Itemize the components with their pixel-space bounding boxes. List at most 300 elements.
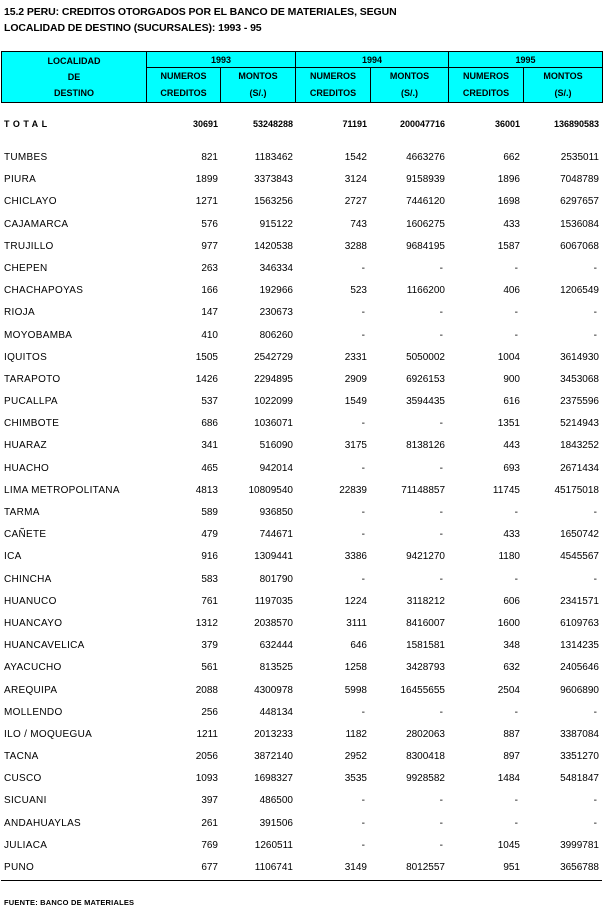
cell-montos-1993: 1183462	[254, 152, 293, 163]
cell-montos-1993: 1022099	[254, 396, 293, 408]
cell-montos-1995: 2405646	[560, 662, 599, 674]
cell-creditos-1995: 1180	[498, 551, 520, 563]
cell-montos-1993: 391506	[259, 817, 293, 829]
table-row	[1, 836, 602, 858]
row-localidad: PUNO	[4, 862, 35, 873]
header-numeros-creditos	[449, 68, 524, 103]
cell-creditos-1994: 2331	[344, 351, 367, 363]
row-localidad: HUANCAYO	[4, 617, 63, 629]
row-localidad: CHINCHA	[4, 573, 52, 585]
cell-creditos-1995: 1600	[497, 617, 520, 629]
cell-montos-1995: -	[593, 262, 597, 274]
row-localidad: HUANUCO	[4, 595, 57, 607]
cell-montos-1994: -	[439, 529, 443, 541]
cell-montos-1993: 448134	[259, 706, 293, 718]
table-row	[1, 459, 602, 481]
table-row	[1, 370, 602, 392]
bottom-rule	[1, 880, 602, 881]
cell-creditos-1995: 1004	[497, 351, 520, 363]
cell-montos-1993: 936850	[259, 507, 293, 518]
row-localidad: MOLLENDO	[4, 706, 63, 718]
cell-montos-1995: 1314235	[560, 640, 599, 652]
cell-creditos-1994: -	[361, 839, 365, 851]
cell-montos-1995: 7048789	[560, 174, 599, 186]
header-year-1994: 1994	[296, 52, 449, 68]
row-localidad: MOYOBAMBA	[4, 329, 73, 341]
cell-creditos-1993: 341	[201, 440, 218, 452]
cell-montos-1993: 632444	[259, 640, 293, 652]
cell-montos-1995: 1650742	[560, 529, 599, 541]
cell-creditos-1995: 1698	[497, 196, 520, 208]
cell-montos-1995: -	[593, 795, 597, 807]
header-montos-unit: (S/.)	[401, 88, 418, 98]
cell-montos-1993: 806260	[259, 329, 293, 341]
row-localidad: HUACHO	[4, 462, 50, 474]
cell-montos-1993: 801790	[259, 573, 293, 585]
cell-montos-1995: 2671434	[560, 462, 599, 474]
cell-creditos-1993: 479	[201, 529, 218, 541]
cell-creditos-1994: -	[361, 418, 365, 430]
row-localidad: HUARAZ	[4, 440, 47, 452]
cell-creditos-1994: -	[361, 462, 365, 474]
cell-creditos-1995: 11745	[492, 484, 520, 496]
cell-montos-1995: 3999781	[560, 839, 599, 851]
cell-montos-1995: 3453068	[560, 373, 599, 385]
cell-montos-1993: 192966	[259, 285, 293, 297]
row-localidad: TACNA	[4, 751, 39, 763]
header-localidad-line-2: DE	[67, 72, 81, 82]
cell-creditos-1995: -	[514, 817, 518, 829]
table-row	[1, 503, 602, 525]
cell-montos-1993: 3373843	[254, 174, 293, 186]
cell-creditos-1994: 1258	[344, 662, 367, 674]
cell-creditos-1993: 821	[201, 152, 218, 163]
table-row	[1, 436, 602, 458]
cell-creditos-1995: 693	[503, 462, 520, 474]
cell-creditos-1993: 1899	[195, 174, 218, 186]
cell-creditos-1993: 537	[201, 396, 218, 408]
source-note: FUENTE: BANCO DE MATERIALES	[4, 898, 135, 907]
cell-creditos-1993: 2056	[195, 751, 218, 763]
cell-montos-1994: 1581581	[406, 640, 445, 652]
cell-creditos-1994: -	[361, 795, 365, 807]
cell-creditos-1995: 606	[503, 595, 520, 607]
cell-creditos-1993: 977	[201, 240, 218, 252]
cell-montos-1994: -	[439, 462, 443, 474]
cell-creditos-1995: 1351	[497, 418, 520, 430]
total-label: TOTAL	[4, 119, 51, 129]
cell-creditos-1995: -	[514, 795, 518, 807]
cell-montos-1993: 744671	[259, 529, 293, 541]
cell-montos-1993: 486500	[259, 795, 293, 807]
table-row	[1, 614, 602, 636]
header-numeros-creditos	[296, 68, 371, 103]
cell-creditos-1994: 2909	[344, 373, 367, 385]
header-montos-unit: (S/.)	[554, 88, 572, 98]
cell-montos-1994: -	[439, 839, 443, 851]
cell-montos-1994: 9158939	[406, 174, 445, 186]
cell-creditos-1993: 1312	[195, 617, 218, 629]
cell-creditos-1994: -	[361, 706, 365, 718]
total-creditos-1993: 30691	[192, 119, 218, 129]
cell-montos-1994: -	[439, 329, 443, 341]
cell-creditos-1995: 616	[503, 396, 520, 408]
row-localidad: CHIMBOTE	[4, 418, 60, 430]
row-localidad: CAÑETE	[4, 529, 47, 541]
row-localidad: TARMA	[4, 507, 40, 518]
cell-montos-1994: 71148857	[401, 484, 445, 496]
data-rows	[1, 148, 602, 880]
row-localidad: ANDAHUAYLAS	[4, 817, 82, 829]
total-montos-1994: 200047716	[399, 119, 445, 129]
table-row	[1, 281, 602, 303]
table-row	[1, 170, 602, 192]
cell-montos-1993: 1420538	[254, 240, 293, 252]
table-row	[1, 547, 602, 569]
cell-creditos-1993: 1426	[195, 373, 218, 385]
cell-montos-1995: 1536084	[560, 218, 599, 230]
header-montos-label: MONTOS	[389, 71, 430, 81]
cell-montos-1995: 5481847	[560, 773, 599, 785]
cell-creditos-1995: 951	[503, 862, 520, 873]
table-row	[1, 592, 602, 614]
cell-montos-1994: 8416007	[406, 617, 445, 629]
cell-creditos-1993: 1505	[195, 351, 218, 363]
cell-creditos-1994: 1182	[345, 728, 367, 740]
cell-creditos-1995: 443	[503, 440, 520, 452]
cell-creditos-1993: 465	[201, 462, 218, 474]
table-header	[1, 51, 603, 103]
cell-montos-1994: 1606275	[406, 218, 445, 230]
cell-montos-1995: -	[593, 573, 597, 585]
cell-creditos-1993: 576	[201, 218, 218, 230]
cell-montos-1994: -	[439, 418, 443, 430]
cell-creditos-1993: 2088	[195, 684, 218, 696]
cell-creditos-1994: 1542	[344, 152, 367, 163]
table-row	[1, 259, 602, 281]
cell-montos-1995: -	[593, 817, 597, 829]
cell-montos-1993: 4300978	[254, 684, 293, 696]
cell-montos-1994: 4663276	[406, 152, 445, 163]
cell-montos-1994: -	[439, 706, 443, 718]
row-localidad: AREQUIPA	[4, 684, 58, 696]
row-localidad: LIMA METROPOLITANA	[4, 484, 120, 496]
cell-montos-1995: 6109763	[560, 617, 599, 629]
cell-creditos-1994: 523	[350, 285, 367, 297]
cell-montos-1993: 516090	[259, 440, 293, 452]
row-localidad: CHEPEN	[4, 262, 48, 274]
cell-montos-1993: 2542729	[254, 351, 293, 363]
cell-montos-1993: 813525	[259, 662, 293, 674]
cell-creditos-1994: -	[361, 329, 365, 341]
row-localidad: HUANCAVELICA	[4, 640, 85, 652]
cell-montos-1994: 16455655	[400, 684, 445, 696]
cell-montos-1995: 4545567	[560, 551, 599, 563]
row-localidad: CUSCO	[4, 773, 42, 785]
cell-creditos-1994: 3149	[344, 862, 367, 873]
cell-creditos-1994: 3386	[344, 551, 367, 563]
table-row	[1, 148, 602, 170]
cell-creditos-1993: 147	[201, 307, 218, 319]
cell-creditos-1993: 769	[201, 839, 218, 851]
table-row	[1, 791, 602, 813]
cell-montos-1995: 2341571	[560, 595, 599, 607]
cell-creditos-1993: 4813	[195, 484, 218, 496]
cell-creditos-1994: 1549	[344, 396, 367, 408]
table-row	[1, 636, 602, 658]
cell-creditos-1995: 897	[503, 751, 520, 763]
cell-creditos-1995: 900	[503, 373, 520, 385]
total-montos-1993: 53248288	[252, 119, 293, 129]
cell-montos-1995: 3614930	[560, 351, 599, 363]
row-localidad: PIURA	[4, 174, 37, 186]
table-row	[1, 814, 602, 836]
cell-creditos-1995: 1045	[497, 839, 520, 851]
cell-creditos-1993: 1211	[196, 728, 218, 740]
cell-creditos-1993: 1093	[195, 773, 218, 785]
cell-montos-1993: 1197035	[254, 595, 293, 607]
table-row	[1, 570, 602, 592]
cell-montos-1993: 2294895	[254, 373, 293, 385]
table-row	[1, 703, 602, 725]
cell-montos-1993: 2038570	[254, 617, 293, 629]
table-row	[1, 192, 602, 214]
row-localidad: CHICLAYO	[4, 196, 57, 208]
cell-montos-1994: -	[439, 307, 443, 319]
title-line-1: 15.2 PERU: CREDITOS OTORGADOS POR EL BANCO DE MATERIALES, SEGUN	[4, 6, 397, 18]
cell-montos-1994: -	[439, 795, 443, 807]
cell-creditos-1994: 3535	[344, 773, 367, 785]
cell-montos-1993: 1106741	[254, 862, 293, 873]
row-localidad: SICUANI	[4, 795, 47, 807]
header-localidad-line-3: DESTINO	[53, 88, 94, 98]
cell-creditos-1993: 589	[201, 507, 218, 518]
cell-montos-1994: 7446120	[406, 196, 445, 208]
cell-montos-1994: 3594435	[406, 396, 445, 408]
table-title	[4, 4, 397, 36]
cell-montos-1994: 5050002	[406, 351, 445, 363]
cell-creditos-1995: 348	[503, 640, 520, 652]
cell-creditos-1995: 406	[503, 285, 520, 297]
cell-creditos-1993: 561	[201, 662, 218, 674]
cell-montos-1994: 1166200	[406, 285, 445, 297]
header-creditos: CREDITOS	[309, 88, 357, 98]
header-year-1993: 1993	[147, 52, 296, 68]
cell-creditos-1993: 256	[201, 706, 218, 718]
total-creditos-1995: 36001	[494, 119, 520, 129]
cell-creditos-1995: -	[514, 573, 518, 585]
cell-montos-1993: 1563256	[254, 196, 293, 208]
cell-montos-1993: 1698327	[254, 773, 293, 785]
row-localidad: AYACUCHO	[4, 662, 62, 674]
cell-creditos-1994: 3111	[346, 617, 367, 629]
header-localidad	[2, 52, 147, 103]
cell-creditos-1994: 1224	[344, 595, 367, 607]
cell-creditos-1995: 1484	[497, 773, 520, 785]
table-row	[1, 481, 602, 503]
cell-creditos-1995: -	[514, 706, 518, 718]
cell-creditos-1993: 379	[201, 640, 218, 652]
cell-montos-1993: 2013233	[254, 728, 293, 740]
cell-montos-1994: -	[439, 817, 443, 829]
cell-creditos-1994: 2727	[344, 196, 367, 208]
cell-creditos-1995: 887	[503, 728, 520, 740]
cell-montos-1994: 9928582	[406, 773, 445, 785]
header-montos	[221, 68, 296, 103]
cell-creditos-1994: 3124	[344, 174, 367, 186]
cell-montos-1994: 3428793	[406, 662, 445, 674]
cell-creditos-1994: 743	[350, 218, 367, 230]
header-localidad-line-1: LOCALIDAD	[47, 56, 101, 66]
table-row	[1, 215, 602, 237]
cell-creditos-1994: 646	[350, 640, 367, 652]
header-montos	[371, 68, 449, 103]
cell-creditos-1995: -	[514, 329, 518, 341]
table-row	[1, 658, 602, 680]
cell-montos-1995: 1206549	[560, 285, 599, 297]
row-localidad: ILO / MOQUEGUA	[4, 728, 93, 740]
total-montos-1995: 136890583	[553, 119, 599, 129]
cell-montos-1993: 1260511	[254, 839, 293, 851]
cell-montos-1994: -	[439, 262, 443, 274]
cell-montos-1994: 9421270	[406, 551, 445, 563]
header-numeros: NUMEROS	[160, 71, 207, 81]
table-row	[1, 326, 602, 348]
cell-creditos-1995: 1896	[497, 174, 520, 186]
cell-montos-1995: 1843252	[560, 440, 599, 452]
cell-creditos-1993: 916	[201, 551, 218, 563]
cell-creditos-1994: 3175	[344, 440, 367, 452]
row-localidad: TUMBES	[4, 152, 48, 163]
cell-creditos-1995: 433	[503, 218, 520, 230]
cell-montos-1993: 915122	[259, 218, 293, 230]
cell-creditos-1993: 263	[201, 262, 218, 274]
title-line-2: LOCALIDAD DE DESTINO (SUCURSALES): 1993 - 95	[4, 22, 262, 34]
cell-montos-1995: 5214943	[560, 418, 599, 430]
header-creditos: CREDITOS	[160, 88, 207, 98]
row-localidad: TRUJILLO	[4, 240, 54, 252]
table-row	[1, 303, 602, 325]
cell-montos-1993: 346334	[259, 262, 293, 274]
table-row	[1, 725, 602, 747]
header-creditos: CREDITOS	[462, 88, 510, 98]
row-localidad: RIOJA	[4, 307, 35, 319]
cell-creditos-1994: -	[361, 507, 365, 518]
cell-montos-1995: 3656788	[560, 862, 599, 873]
cell-montos-1993: 230673	[259, 307, 293, 319]
cell-creditos-1994: -	[361, 307, 365, 319]
cell-montos-1994: 8012557	[406, 862, 445, 873]
cell-montos-1993: 10809540	[248, 484, 293, 496]
cell-creditos-1993: 686	[201, 418, 218, 430]
cell-montos-1994: -	[439, 507, 443, 518]
cell-montos-1995: -	[593, 706, 597, 718]
cell-montos-1993: 1309441	[254, 551, 293, 563]
cell-montos-1995: 6067068	[560, 240, 599, 252]
cell-creditos-1993: 261	[201, 817, 218, 829]
cell-creditos-1995: -	[514, 307, 518, 319]
row-localidad: CHACHAPOYAS	[4, 285, 84, 297]
table-row	[1, 237, 602, 259]
cell-creditos-1994: -	[361, 573, 365, 585]
cell-creditos-1993: 410	[201, 329, 218, 341]
cell-creditos-1993: 677	[201, 862, 218, 873]
cell-montos-1994: 6926153	[406, 373, 445, 385]
cell-creditos-1993: 583	[201, 573, 218, 585]
cell-montos-1994: -	[439, 573, 443, 585]
header-numeros: NUMEROS	[309, 71, 356, 81]
cell-creditos-1995: 632	[503, 662, 520, 674]
cell-creditos-1994: 3288	[344, 240, 367, 252]
cell-creditos-1995: 2504	[497, 684, 520, 696]
table-row	[1, 348, 602, 370]
cell-montos-1995: -	[593, 307, 597, 319]
cell-montos-1994: 9684195	[406, 240, 445, 252]
row-localidad: IQUITOS	[4, 351, 48, 363]
cell-montos-1994: 3118212	[406, 595, 445, 607]
header-montos-unit: (S/.)	[249, 88, 267, 98]
cell-creditos-1995: -	[514, 262, 518, 274]
total-row	[1, 116, 602, 134]
table-row	[1, 414, 602, 436]
cell-creditos-1994: -	[361, 529, 365, 541]
cell-montos-1995: -	[593, 329, 597, 341]
table-row	[1, 858, 602, 880]
header-year-1995: 1995	[449, 52, 603, 68]
cell-montos-1993: 942014	[259, 462, 293, 474]
row-localidad: ICA	[4, 551, 22, 563]
header-numeros: NUMEROS	[462, 71, 509, 81]
cell-montos-1995: 9606890	[560, 684, 599, 696]
total-creditos-1994: 71191	[342, 119, 367, 129]
cell-creditos-1994: -	[361, 817, 365, 829]
table-row	[1, 747, 602, 769]
header-numeros-creditos	[147, 68, 221, 103]
cell-creditos-1994: 5998	[344, 684, 367, 696]
cell-montos-1994: 2802063	[406, 728, 445, 740]
cell-creditos-1995: 433	[503, 529, 520, 541]
cell-creditos-1995: -	[514, 507, 518, 518]
cell-montos-1995: 3387084	[560, 728, 599, 740]
cell-montos-1995: 2375596	[560, 396, 599, 408]
table-row	[1, 769, 602, 791]
cell-montos-1993: 3872140	[254, 751, 293, 763]
header-montos-label: MONTOS	[543, 71, 583, 81]
cell-creditos-1994: -	[361, 262, 365, 274]
cell-creditos-1993: 166	[201, 285, 218, 297]
header-montos	[524, 68, 603, 103]
cell-montos-1995: 6297657	[560, 196, 599, 208]
cell-montos-1994: 8138126	[406, 440, 445, 452]
cell-creditos-1993: 761	[201, 595, 218, 607]
cell-montos-1995: 45175018	[554, 484, 599, 496]
cell-creditos-1994: 2952	[344, 751, 367, 763]
row-localidad: PUCALLPA	[4, 396, 58, 408]
cell-creditos-1993: 1271	[195, 196, 218, 208]
cell-montos-1994: 8300418	[406, 751, 445, 763]
table-row	[1, 392, 602, 414]
row-localidad: TARAPOTO	[4, 373, 61, 385]
row-localidad: CAJAMARCA	[4, 218, 69, 230]
cell-creditos-1994: 22839	[339, 484, 367, 496]
cell-creditos-1995: 662	[503, 152, 520, 163]
cell-montos-1995: 2535011	[560, 152, 599, 163]
cell-montos-1995: 3351270	[560, 751, 599, 763]
cell-montos-1993: 1036071	[254, 418, 293, 430]
table-row	[1, 525, 602, 547]
cell-montos-1995: -	[593, 507, 597, 518]
header-montos-label: MONTOS	[238, 71, 278, 81]
